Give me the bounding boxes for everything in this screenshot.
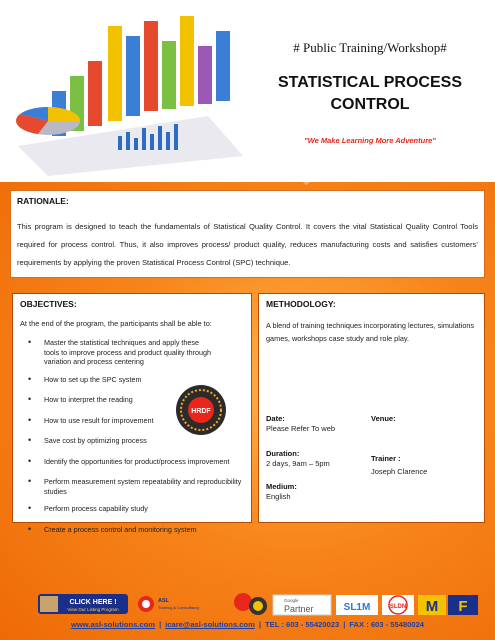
medium-label: Medium: — [266, 482, 297, 491]
rationale-title: RATIONALE: — [17, 196, 69, 206]
trainer-block — [371, 454, 427, 476]
list-item: • Perform measurement system repeatability and reproducibility studies — [34, 477, 244, 496]
list-item: • Create a process control and monitoring system — [34, 525, 244, 535]
venue-label: Venue: — [371, 414, 396, 423]
google-partner-logo — [273, 595, 331, 615]
email-link[interactable]: icare@asl-solutions.com — [165, 620, 255, 629]
partner-text: Partner — [284, 604, 314, 614]
asl-sub-text: Training & Consultancy — [158, 605, 200, 610]
google-text: Google — [284, 598, 299, 603]
title-line-2: CONTROL — [330, 96, 410, 113]
asl-logo — [138, 596, 199, 612]
fax-number: FAX : 603 - 55480024 — [349, 620, 425, 629]
phone-number: TEL : 603 - 55420023 — [265, 620, 340, 629]
methodology-section — [258, 293, 485, 523]
list-item: • How to set up the SPC system — [34, 375, 244, 385]
list-item: • Master the statistical techniques and apply these tools to improve process and product quality through variation and process centering — [34, 338, 212, 367]
click-here-button[interactable] — [38, 594, 128, 614]
date-block — [266, 414, 335, 433]
venue-block — [371, 414, 396, 423]
sldn-logo — [382, 595, 414, 615]
slim-logo — [336, 595, 378, 615]
tagline: "We Make Learning More Adventure" — [304, 136, 436, 145]
click-here-label: CLICK HERE ! — [69, 599, 117, 606]
award-badges-icon — [234, 593, 267, 615]
date-label: Date: — [266, 414, 285, 423]
objectives-intro: At the end of the program, the participants shall be able to: — [20, 319, 212, 328]
website-link[interactable]: www.asl-solutions.com — [70, 620, 156, 629]
mf-logo — [418, 595, 478, 615]
hrdf-badge-icon — [175, 384, 227, 436]
trainer-value: Joseph Clarence — [371, 467, 428, 476]
view-listing-label: View Our Listing Program — [67, 607, 119, 612]
rationale-body: This program is designed to teach the fundamentals of Statistical Quality Control. It covers the vital Statistical Quality Control Tools required for process control. Thus, it also improves process/ product quality, reduces manufacturing costs and satisfies customers’ requirements by applying the proven Statistical Process Control (SPC) technique. — [17, 222, 478, 267]
partner-logos-strip — [38, 592, 483, 618]
page-title — [250, 72, 490, 116]
footer-contact: www.asl-solutions.com | icare@asl-solutions.com | TEL : 603 - 55420023 | FAX : 603 - 55480024 — [70, 620, 425, 629]
rationale-section — [10, 190, 485, 278]
slim-text: SL1M — [343, 602, 371, 613]
list-item: • Identify the opportunities for product/process improvement — [34, 457, 244, 467]
asl-text: ASL — [158, 598, 169, 604]
objectives-list — [20, 338, 244, 534]
duration-value: 2 days, 9am – 5pm — [266, 459, 330, 468]
list-item: • Save cost by optimizing process — [34, 436, 244, 446]
methodology-body: A blend of training techniques incorporating lectures, simulations games, workshops case study and role play. — [266, 321, 475, 343]
hrdf-badge-text: HRDF — [191, 408, 211, 415]
mf-f-text: F — [458, 598, 468, 615]
list-item: • Perform process capability study — [34, 504, 244, 514]
public-training-label: # Public Training/Workshop# — [293, 40, 447, 55]
medium-value: English — [266, 492, 291, 501]
list-item: • How to interpret the reading — [34, 395, 244, 405]
trainer-label: Trainer : — [371, 454, 401, 463]
chart-illustration-icon — [8, 6, 248, 176]
duration-label: Duration: — [266, 449, 300, 458]
mf-m-text: M — [425, 598, 439, 615]
medium-block — [266, 482, 297, 501]
title-line-1: STATISTICAL PROCESS — [277, 74, 462, 91]
objectives-title: OBJECTIVES: — [20, 299, 77, 309]
list-item: • How to use result for improvement — [34, 416, 244, 426]
duration-block — [266, 449, 330, 468]
sldn-text: SLDN — [389, 604, 407, 610]
date-value: Please Refer To web — [266, 424, 336, 433]
methodology-title: METHODOLOGY: — [266, 299, 336, 309]
